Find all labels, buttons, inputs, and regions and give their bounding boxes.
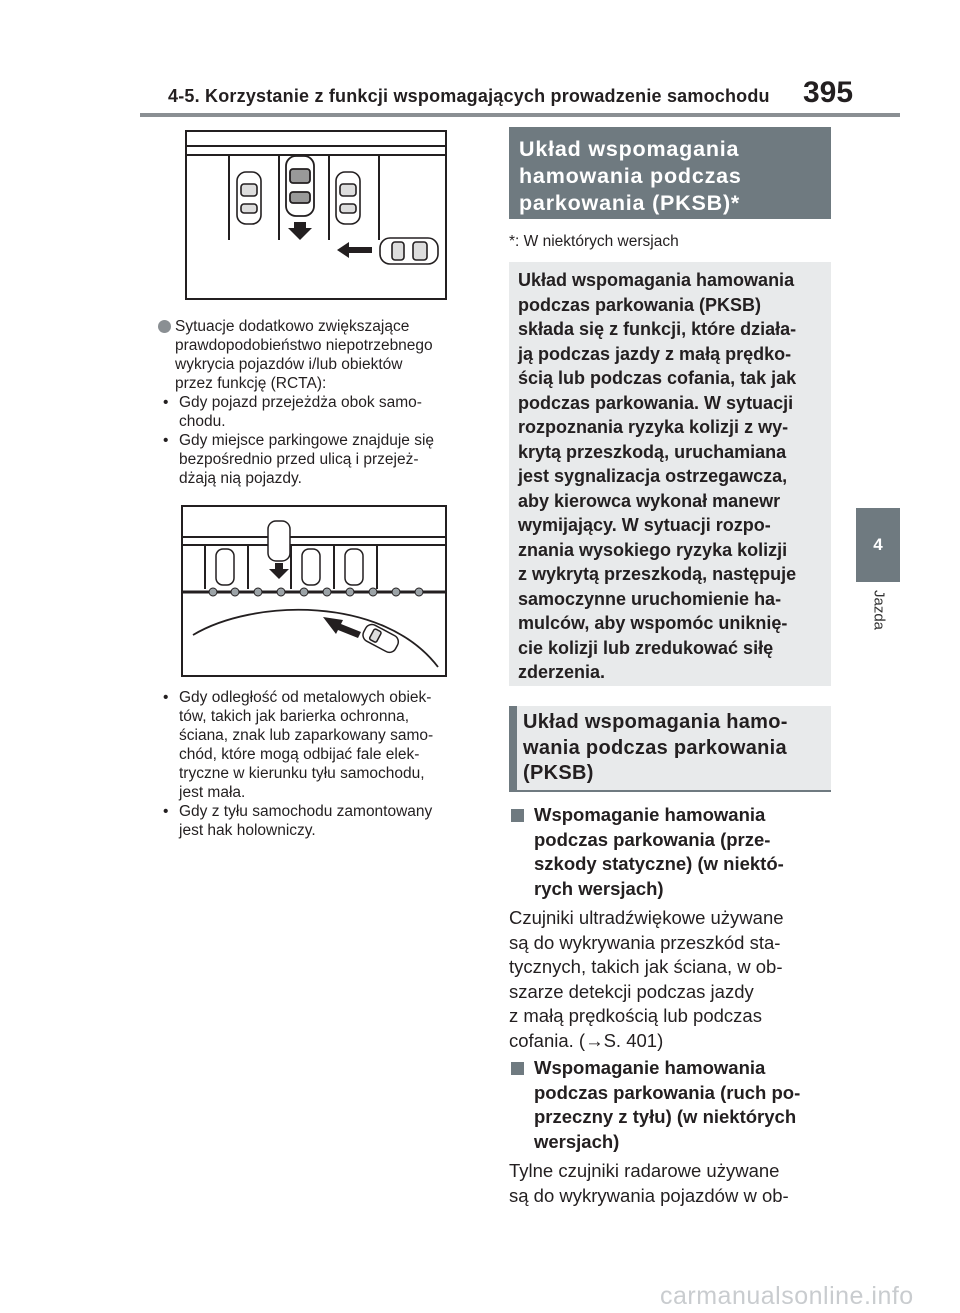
reversing-car [268,521,290,561]
bullet-mark: • [163,803,169,820]
body-line: tycznych, takich jak ściana, w ob- [509,956,783,977]
bullet-mark: • [163,689,169,706]
intro-line: prawdopodobieństwo niepotrzebnego [175,337,433,354]
body-line: są do wykrywania przeszkód sta- [509,931,781,953]
list-line: Gdy z tyłu samochodu zamontowany [179,803,433,820]
bullet-mark: • [163,394,169,411]
list-item [158,431,488,488]
summary-line: podczas parkowania. W sytuacji [518,392,794,413]
heading-line: wania podczas parkowania [523,736,787,759]
summary-line: cie kolizji lub zredukować siłę [518,637,774,658]
down-arrow [288,222,312,240]
summary-line: krytą przeszkodą, uruchamiana [518,441,787,462]
chapter-tab-label: Jazda [870,590,888,631]
heading-line: (PKSB) [523,762,594,784]
list-line: jest mała. [179,784,246,801]
summary-line: z wykrytą przeszkodą, następuje [518,564,797,584]
list-line: dżają nią pojazdy. [179,470,302,487]
subheading-line: szkody statyczne) (w niektó- [534,853,784,874]
subheading-line: podczas parkowania (ruch po- [534,1081,801,1103]
body-line: Czujniki ultradźwiękowe używane [509,907,784,928]
list-line: chód, które mogą odbijać fale elek- [179,746,420,763]
paragraph-rear-cross-traffic [509,1159,839,1208]
summary-line: rozpoznania ryzyka kolizji z wy- [518,417,789,437]
summary-line: ją podczas jazdy z małą prędko- [518,343,792,364]
left-arrow [337,242,372,258]
subsection-static-obstacles [511,803,833,901]
heading-line: hamowania podczas [519,164,742,188]
body-line: są do wykrywania pojazdów w ob- [509,1184,789,1206]
list-line: Gdy pojazd przejeżdża obok samo- [179,394,422,411]
list-line: ściana, znak lub zaparkowany samo- [179,727,434,744]
parked-car-left [237,172,261,224]
intro-line: przez funkcję (RCTA): [175,375,327,392]
figure-street-parking [181,505,447,677]
rcta-conditions-continued [158,688,488,840]
summary-line: wymijający. W sytuacji rozpo- [518,515,771,535]
list-line: tryczne w kierunku tyłu samochodu, [179,765,425,782]
parking-lot-illustration [187,132,445,298]
intro-line: wykrycia pojazdów i/lub obiektów [175,356,403,373]
subsection-rear-cross-traffic [511,1056,833,1154]
subheading-line: Wspomaganie hamowania [534,804,766,825]
parked-car [216,549,234,585]
diagonal-arrow [323,617,361,638]
watermark: carmanualsonline.info [660,1282,914,1310]
header-divider [140,113,900,117]
summary-line: ścią lub podczas cofania, tak jak [518,368,797,388]
summary-line: samoczynne uruchomienie ha- [518,588,782,609]
figure-parking-lot [185,130,447,300]
subheading-line: podczas parkowania (prze- [534,828,771,850]
list-item [158,393,488,431]
parked-car [302,549,320,585]
rcta-conditions [158,317,488,488]
body-line: Tylne czujniki radarowe używane [509,1160,780,1181]
summary-line: znania wysokiego ryzyka kolizji [518,539,788,560]
summary-line: składa się z funkcji, które działa- [518,319,797,339]
list-line: jest hak holowniczy. [179,822,316,839]
summary-line: podczas parkowania (PKSB) [518,294,762,315]
down-arrow [269,563,289,579]
chapter-tab-number: 4 [856,508,900,582]
summary-line: zderzenia. [518,662,606,682]
list-line: tów, takich jak barierka ochronna, [179,708,410,725]
footnote: *: W niektórych wersjach [509,233,679,250]
heading-line: parkowania (PKSB)* [519,191,741,215]
subheading-line: rych wersjach) [534,877,664,899]
body-line: z małą prędkością lub podczas [509,1005,762,1026]
parked-car [345,549,363,585]
running-header-title: 4-5. Korzystanie z funkcji wspomagających prowadzenie samochodu [168,86,770,106]
summary-line: Układ wspomagania hamowania [518,270,795,290]
section-heading-pksb-2 [509,706,831,791]
summary-line: aby kierowca wykonał manewr [518,490,781,511]
page-number: 395 [803,76,854,109]
body-line: cofania. (→S. 401) [509,1029,664,1051]
bullet-dot-icon [158,320,171,333]
approaching-car [361,622,401,655]
intro-line: Sytuacje dodatkowo zwiększające [175,318,410,335]
subheading-line: Wspomaganie hamowania [534,1057,766,1078]
bullet-mark: • [163,432,169,449]
section-heading-pksb [509,127,831,219]
list-line: Gdy odległość od metalowych obiek- [179,689,432,706]
paragraph-static-obstacles [509,906,839,1053]
body-line: szarze detekcji podczas jazdy [509,980,754,1002]
street-parking-illustration [183,507,445,675]
subheading-line: wersjach) [534,1130,620,1152]
heading-line: Układ wspomagania hamo- [523,711,788,733]
list-item [158,688,488,802]
heading-line: Układ wspomagania [519,137,740,161]
reversing-car [286,156,314,216]
list-line: bezpośrednio przed ulicą i przejeż- [179,451,419,468]
square-bullet-icon [511,809,524,822]
subheading-line: przeczny z tyłu) (w niektórych [534,1106,797,1127]
section-underline [509,790,831,792]
list-item [158,802,488,840]
summary-line: mulców, aby wspomóc uniknię- [518,613,788,633]
square-bullet-icon [511,1062,524,1075]
passing-car [380,238,438,264]
list-line: Gdy miejsce parkingowe znajduje się [179,432,435,449]
list-line: chodu. [179,413,226,430]
parked-car-right [336,172,360,224]
summary-line: jest sygnalizacja ostrzegawcza, [518,466,788,486]
summary-box [509,262,831,686]
